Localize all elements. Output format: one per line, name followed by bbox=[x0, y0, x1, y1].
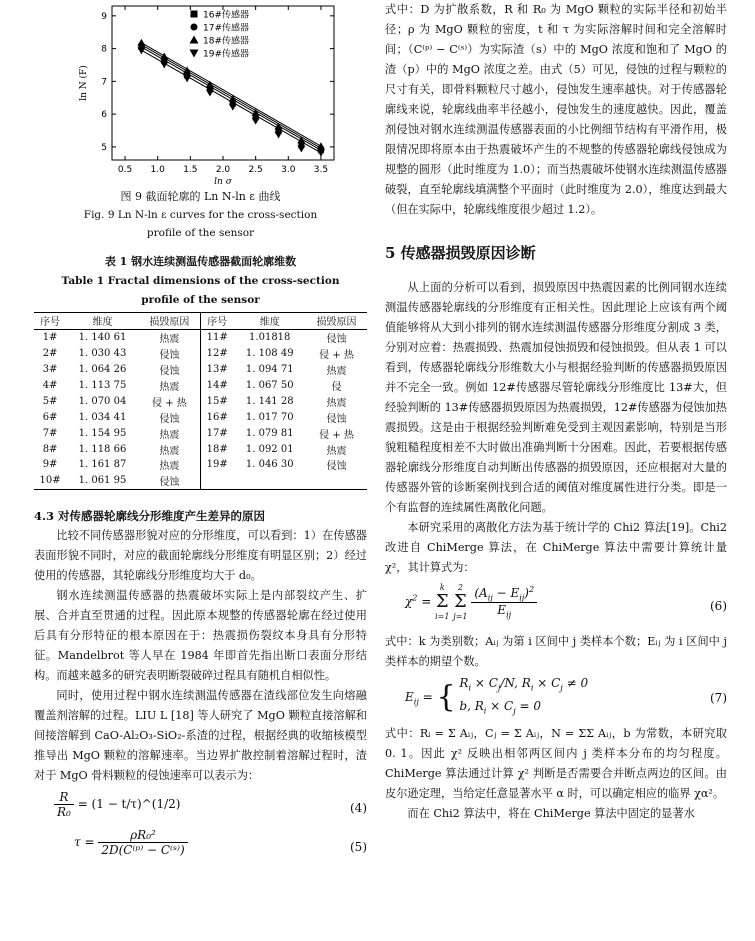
table-caption-en-1: Table 1 Fractal dimensions of the cross-section bbox=[61, 275, 340, 287]
table-cell: 12# bbox=[200, 346, 233, 362]
table-cell: 1. 046 30 bbox=[245, 459, 294, 471]
paragraph: 式中：k 为类别数；Aᵢⱼ 为第 i 区间中 j 类样本个数；Eᵢⱼ 为 i 区间中 j 类样本的期望个数。 bbox=[385, 635, 727, 668]
table-cell: 5# bbox=[42, 395, 58, 407]
data-point bbox=[137, 47, 145, 54]
table-caption-en-2: profile of the sensor bbox=[141, 294, 260, 306]
table-header-cell: 序号 bbox=[200, 313, 233, 330]
series-fit-line bbox=[141, 50, 321, 153]
legend-label: 17#传感器 bbox=[203, 23, 249, 34]
section-5-heading: 5 传感器损毁原因诊断 bbox=[385, 244, 536, 262]
figure-caption-en-2: profile of the sensor bbox=[146, 227, 255, 239]
table-row bbox=[34, 393, 367, 409]
table-cell: 1. 030 43 bbox=[78, 348, 127, 360]
table-cell: 1. 067 50 bbox=[245, 380, 294, 391]
paragraph: 同时，使用过程中钢水连续测温传感器在渣线部位发生向熔融覆盖剂溶解的过程。LIU L [18] 等人研究了 MgO 颗粒直接溶解和间接溶解到 CaO-Al₂O₃-SiO₂-系渣的过程，根据经典的收缩核模型推导出 MgO 颗粒的溶解速率。当边界扩散控制着溶解过程时，渣对于 MgO 骨料颗粒的侵蚀速率可以表示为： bbox=[34, 688, 367, 782]
table-row bbox=[34, 362, 367, 378]
paragraph: 从上面的分析可以看到，损毁原因中热震因素的比例同钢水连续测温传感器轮廓线的分形维度有正相关性。因此理论上应该有两个阈值能够将从大到小排列的钢水连续测温传感器分形维度分割成 3 类，分别对应着：热震损毁、热震加侵蚀损毁和侵蚀损毁。但从表 1 可以看到，传感器轮廓线分形维数大小与根据经验判断的传感器损毁原因并不完全一致。例如 12#传感器尽管轮廓线分形维度比 13#大，但经验判断的 13#传感器损毁原因为热震损毁，12#传感器为侵蚀加热震损毁。这是由于根据经验判断难免受到主观因素影响，特别是当形貌粗糙程度相差不大时做出准确判断十分困难。因此，若要根据传感器轮廓线分形维度自动判断出传感器的损毁原因，还应根据对大量的传感器外管的诊断案例找到合适的阈值对维度属性进行分类。即是一个有监督的连续属性离散化问题。 bbox=[385, 281, 727, 514]
x-tick-label: 3.0 bbox=[281, 165, 296, 175]
paragraph: 本研究采用的离散化方法为基于统计学的 Chi2 算法[19]。Chi2 改进自 ChiMerge 算法，在 ChiMerge 算法中需要计算统计量 χ²，其计算式为： bbox=[385, 521, 727, 574]
eq6-number: (6) bbox=[710, 599, 727, 613]
y-tick-label: 8 bbox=[101, 44, 107, 55]
table-row bbox=[34, 346, 367, 362]
table-cell: 1. 118 66 bbox=[78, 443, 127, 455]
x-tick-label: 0.5 bbox=[117, 165, 133, 175]
table-header-cell: 损毁原因 bbox=[139, 313, 201, 330]
table-cell: 1. 113 75 bbox=[78, 380, 127, 391]
table-row bbox=[34, 441, 367, 457]
table-cell: 侵 + 热 bbox=[319, 429, 354, 441]
table-cell: 1. 108 49 bbox=[245, 348, 294, 360]
table-cell: 10# bbox=[34, 473, 66, 489]
table-cell: 1. 061 95 bbox=[66, 473, 139, 489]
data-point bbox=[229, 104, 237, 111]
y-tick-label: 9 bbox=[101, 11, 107, 22]
equation-6: $\chi^2$ = k Σ i=1 2 Σ j=1 $\frac{(A_{ij} - E_{ij})^2}{E_{ij}}$ (6) bbox=[405, 583, 727, 621]
equation-5 bbox=[34, 828, 367, 866]
table-cell: 侵蚀 bbox=[326, 413, 347, 425]
eq7-number: (7) bbox=[710, 691, 727, 705]
table-cell: 17# bbox=[200, 425, 233, 441]
paragraph: 式中：Rᵢ = Σ Aᵢⱼ，Cⱼ = Σ Aᵢⱼ，N = ΣΣ Aᵢⱼ，b 为常数，本研究取 0. 1。因此 χ² 反映出相邻两区间内 j 类样本分布的均匀程度。ChiMerge 算法通过计算 χ² 判断是否需要合并断点两边的区间。由皮尔逊定理，当给定任意显著水平 α 时，可以确定相应的临界 χα²。 bbox=[385, 727, 727, 800]
legend-marker bbox=[191, 24, 198, 31]
table-cell: 侵蚀 bbox=[159, 350, 180, 362]
table-header-cell: 序号 bbox=[34, 313, 66, 330]
table-cell: 热震 bbox=[326, 445, 347, 457]
y-tick-label: 5 bbox=[101, 142, 107, 153]
eq4-rhs: = (1 − t/τ)^(1/2) bbox=[77, 796, 181, 811]
table-cell: 热震 bbox=[326, 366, 347, 378]
table-cell: 热震 bbox=[326, 397, 347, 409]
table-cell bbox=[306, 473, 367, 489]
table-cell: 1# bbox=[42, 332, 58, 344]
eq5-den: 2D(C⁽ᵖ⁾ − C⁽ˢ⁾) bbox=[101, 842, 185, 857]
table-cell: 1. 017 70 bbox=[245, 411, 294, 423]
table-cell: 1. 070 04 bbox=[78, 395, 127, 407]
table-row bbox=[34, 409, 367, 425]
table-body bbox=[34, 329, 367, 489]
table-cell: 15# bbox=[200, 393, 233, 409]
table-header-cell: 维度 bbox=[66, 313, 139, 330]
table-cell: 1. 064 26 bbox=[78, 364, 127, 376]
table-cell: 1. 092 01 bbox=[245, 443, 294, 455]
table-header-cell: 维度 bbox=[233, 313, 306, 330]
figure-9-chart bbox=[34, 0, 367, 188]
data-point bbox=[297, 146, 305, 153]
paragraph: 而在 Chi2 算法中，将在 ChiMerge 算法中固定的显著水 bbox=[407, 807, 695, 820]
eq4-lhs-num: R bbox=[54, 790, 74, 805]
table-cell: 1. 094 71 bbox=[245, 364, 294, 376]
table-cell: 侵 + 热 bbox=[152, 397, 187, 409]
table-cell: 2# bbox=[42, 348, 58, 360]
table-caption-cn: 表 1 钢水连续测温传感器截面轮廓维数 bbox=[104, 255, 297, 268]
eq5-lhs: τ = bbox=[74, 834, 95, 849]
y-axis-label: ln N (F) bbox=[79, 65, 89, 101]
table-cell bbox=[200, 473, 233, 489]
right-column bbox=[385, 0, 727, 824]
fractal-dimension-table bbox=[34, 312, 367, 490]
equation-7: $E_{ij}$ = { $R_i \times C_j/N$, $R_i \times C_j \ne 0$ b, $R_i \times C_j = 0$ (7) bbox=[405, 676, 727, 716]
x-tick-label: 1.0 bbox=[150, 165, 165, 175]
table-cell: 4# bbox=[42, 380, 58, 391]
data-point bbox=[183, 75, 191, 82]
table-cell: 1. 161 87 bbox=[78, 459, 127, 471]
table-cell: 18# bbox=[200, 441, 233, 457]
y-tick-label: 6 bbox=[101, 110, 107, 121]
x-axis-label: ln σ bbox=[214, 177, 232, 187]
legend-marker bbox=[191, 11, 198, 18]
data-point bbox=[275, 131, 283, 138]
legend-label: 18#传感器 bbox=[203, 36, 249, 47]
legend-label: 16#传感器 bbox=[203, 10, 249, 21]
table-cell: 侵 + 热 bbox=[319, 350, 354, 362]
data-point bbox=[137, 39, 145, 46]
table-row bbox=[34, 329, 367, 345]
table-cell: 1. 140 61 bbox=[78, 332, 127, 344]
legend-marker bbox=[190, 36, 199, 44]
table-cell: 侵蚀 bbox=[326, 334, 347, 346]
table-cell: 7# bbox=[42, 427, 58, 439]
table-row bbox=[34, 473, 367, 489]
x-tick-label: 2.0 bbox=[215, 165, 231, 175]
table-cell: 侵 bbox=[331, 382, 342, 393]
table-cell: 1. 034 41 bbox=[78, 411, 127, 423]
data-point bbox=[252, 118, 260, 125]
table-row bbox=[34, 378, 367, 394]
table-cell: 1.01818 bbox=[249, 332, 291, 344]
table-cell: 8# bbox=[42, 443, 58, 455]
table-cell: 19# bbox=[200, 457, 233, 473]
table-cell: 侵蚀 bbox=[159, 413, 180, 425]
table-cell: 1. 154 95 bbox=[78, 427, 127, 439]
table-row bbox=[34, 457, 367, 473]
table-cell bbox=[233, 473, 306, 489]
table-cell: 13# bbox=[200, 362, 233, 378]
equation-4 bbox=[34, 790, 367, 826]
table-cell: 1. 141 28 bbox=[245, 395, 294, 407]
table-cell: 侵蚀 bbox=[326, 461, 347, 473]
paragraph: 钢水连续测温传感器的热震破坏实际上是内部裂纹产生、扩展、合并直至贯通的过程。因此原本规整的传感器轮廓在经过使用后具有分形特征的根本原因在于：热震损伤裂纹本身具有分形特征。Mandelbrot 等人早在 1984 年即首先指出断口表面分形结构。而越来越多的研究表明断裂破碎过程具有随机自相似性。 bbox=[34, 588, 367, 682]
table-cell: 热震 bbox=[159, 461, 180, 473]
data-point bbox=[317, 150, 325, 157]
table-cell: 热震 bbox=[159, 334, 180, 346]
eq4-lhs-den: R₀ bbox=[57, 804, 71, 819]
table-row bbox=[34, 425, 367, 441]
table-cell: 1. 079 81 bbox=[245, 427, 294, 439]
paragraph: 比较不同传感器形貌对应的分形维度，可以看到：1）在传感器表面形貌不同时，对应的截面轮廓线分形维度有明显区别；2）经过使用的传感器，其轮廓线分形维度均大于 d₀。 bbox=[34, 528, 367, 582]
data-point bbox=[206, 90, 214, 97]
table-cell: 3# bbox=[42, 364, 58, 376]
y-tick-label: 7 bbox=[101, 77, 107, 88]
section-4-3-heading: 4.3 对传感器轮廓线分形维度产生差异的原因 bbox=[34, 508, 266, 523]
eq5-number: (5) bbox=[350, 839, 367, 854]
x-tick-label: 1.5 bbox=[183, 165, 198, 175]
table-cell: 热震 bbox=[159, 445, 180, 457]
table-cell: 6# bbox=[42, 411, 58, 423]
table-header-cell: 损毁原因 bbox=[306, 313, 367, 330]
table-header-row bbox=[34, 313, 367, 330]
figure-caption-cn: 图 9 截面轮廓的 Ln N-ln ε 曲线 bbox=[120, 190, 281, 203]
legend-label: 19#传感器 bbox=[203, 49, 249, 60]
eq4-number: (4) bbox=[350, 800, 367, 815]
table-cell: 热震 bbox=[159, 382, 180, 393]
table-cell: 14# bbox=[200, 378, 233, 394]
series-fit-line bbox=[141, 45, 321, 149]
table-cell: 9# bbox=[42, 459, 58, 471]
table-cell: 11# bbox=[200, 329, 233, 345]
table-cell: 侵蚀 bbox=[159, 366, 180, 378]
left-column bbox=[34, 0, 367, 866]
x-tick-label: 3.5 bbox=[313, 165, 329, 175]
paragraph: 式中：D 为扩散系数，R 和 R₀ 为 MgO 颗粒的实际半径和初始半径；ρ 为 MgO 颗粒的密度，t 和 τ 为实际溶解时间和完全溶解时间；（C⁽ᵖ⁾ − C⁽ˢ⁾）为实际渣（s）中的 MgO 浓度和饱和了 MgO 的渣（p）中的 MgO 浓度之差。由式（5）可见，侵蚀的过程与颗粒的尺寸有关，即骨料颗粒尺寸越小，侵蚀发生速率越快。对于传感器轮廓线来说，轮廓线曲率半径越小，侵蚀发生的速度越快。因此，覆盖剂侵蚀对钢水连续测温传感器表面的小比例细节结构有平滑作用，极限情况即将原本由于热震破坏产生的不规整的传感器轮廓线侵蚀成为规整的圆形（此时维度为 1.0）；而当热震破坏使钢水连续测温传感器破裂，直至轮廓线填满整个平面时（此时维度为 2.0），维度达到最大（但在实际中，轮廓线维度很少超过 1.2）。 bbox=[385, 3, 727, 216]
table-cell: 16# bbox=[200, 409, 233, 425]
data-point bbox=[317, 142, 325, 149]
legend-marker bbox=[190, 50, 199, 58]
table-cell: 侵蚀 bbox=[139, 473, 201, 489]
x-tick-label: 2.5 bbox=[248, 165, 263, 175]
eq5-num: ρR₀² bbox=[98, 828, 187, 843]
figure-caption-en-1: Fig. 9 Ln N-ln ε curves for the cross-section bbox=[83, 209, 318, 221]
table-cell: 热震 bbox=[159, 429, 180, 441]
